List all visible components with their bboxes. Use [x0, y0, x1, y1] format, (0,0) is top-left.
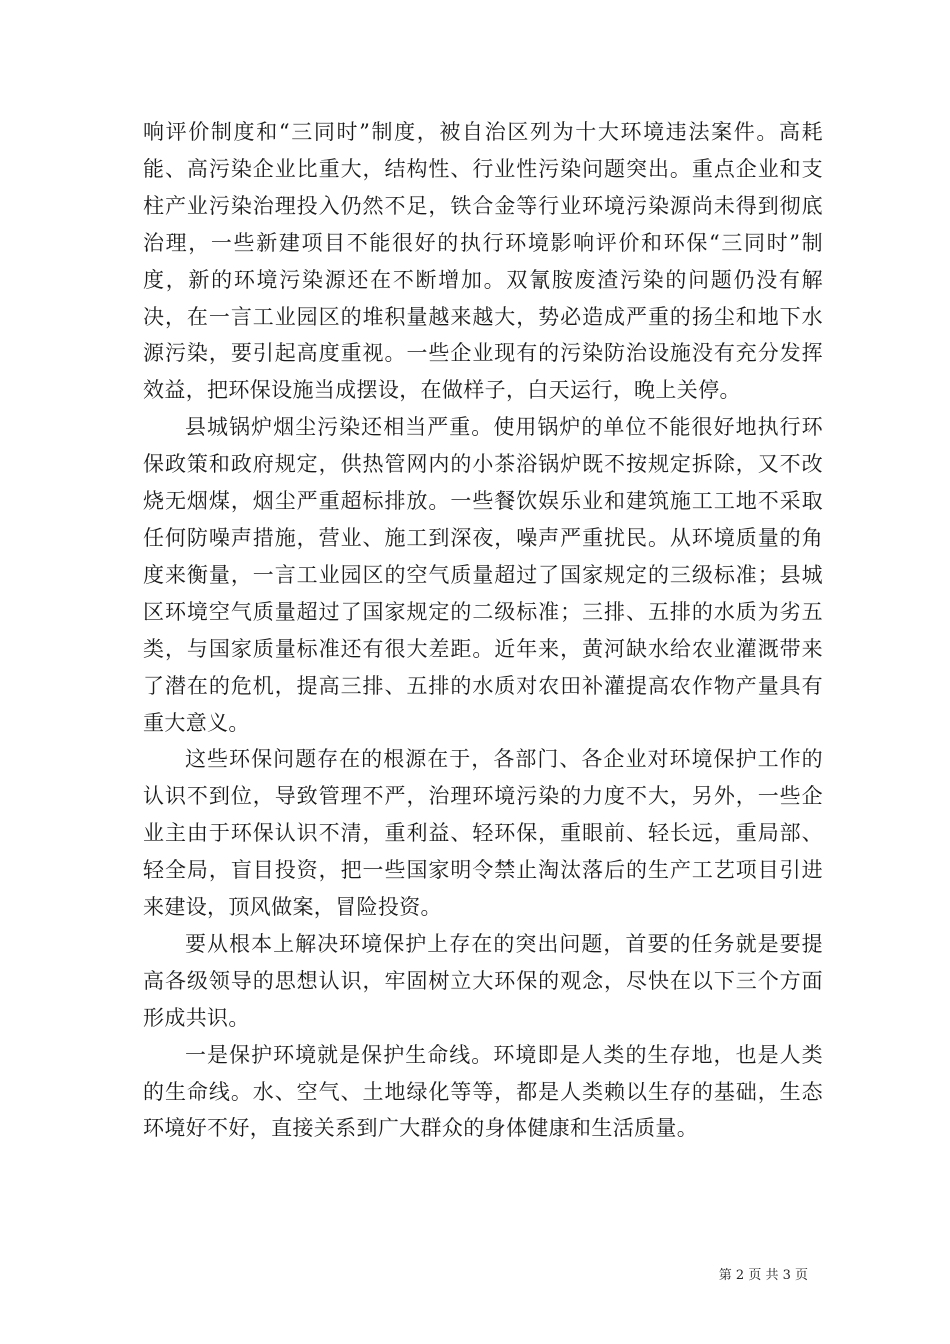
- paragraph-4: 要从根本上解决环境保护上存在的突出问题，首要的任务就是要提高各级领导的思想认识，牢固树立大环保的观念，尽快在以下三个方面形成共识。: [143, 931, 823, 1030]
- paragraph-2: 县城锅炉烟尘污染还相当严重。使用锅炉的单位不能很好地执行环保政策和政府规定，供热管网内的小茶浴锅炉既不按规定拆除，又不改烧无烟煤，烟尘严重超标排放。一些餐饮娱乐业和建筑施工工地不采取任何防噪声措施，营业、施工到深夜，噪声严重扰民。从环境质量的角度来衡量，一言工业园区的空气质量超过了国家规定的三级标准；县城区环境空气质量超过了国家规定的二级标准；三排、五排的水质为劣五类，与国家质量标准还有很大差距。近年来，黄河缺水给农业灌溉带来了潜在的危机，提高三排、五排的水质对农田补灌提高农作物产量具有重大意义。: [143, 415, 823, 735]
- paragraph-3: 这些环保问题存在的根源在于，各部门、各企业对环境保护工作的认识不到位，导致管理不严，治理环境污染的力度不大，另外，一些企业主由于环保认识不清，重利益、轻环保，重眼前、轻长远，重局部、轻全局，盲目投资，把一些国家明令禁止淘汰落后的生产工艺项目引进来建设，顶风做案，冒险投资。: [143, 747, 823, 920]
- document-body: [143, 114, 823, 1147]
- paragraph-5: 一是保护环境就是保护生命线。环境即是人类的生存地，也是人类的生命线。水、空气、土地绿化等等，都是人类赖以生存的基础，生态环境好不好，直接关系到广大群众的身体健康和生活质量。: [143, 1042, 823, 1141]
- paragraph-1: 响评价制度和“三同时”制度，被自治区列为十大环境违法案件。高耗能、高污染企业比重大，结构性、行业性污染问题突出。重点企业和支柱产业污染治理投入仍然不足，铁合金等行业环境污染源尚未得到彻底治理，一些新建项目不能很好的执行环境影响评价和环保“三同时”制度，新的环境污染源还在不断增加。双氰胺废渣污染的问题仍没有解决，在一言工业园区的堆积量越来越大，势必造成严重的扬尘和地下水源污染，要引起高度重视。一些企业现有的污染防治设施没有充分发挥效益，把环保设施当成摆设，在做样子，白天运行，晚上关停。: [143, 120, 823, 403]
- page-number-footer: 第 2 页 共 3 页: [718, 1268, 808, 1283]
